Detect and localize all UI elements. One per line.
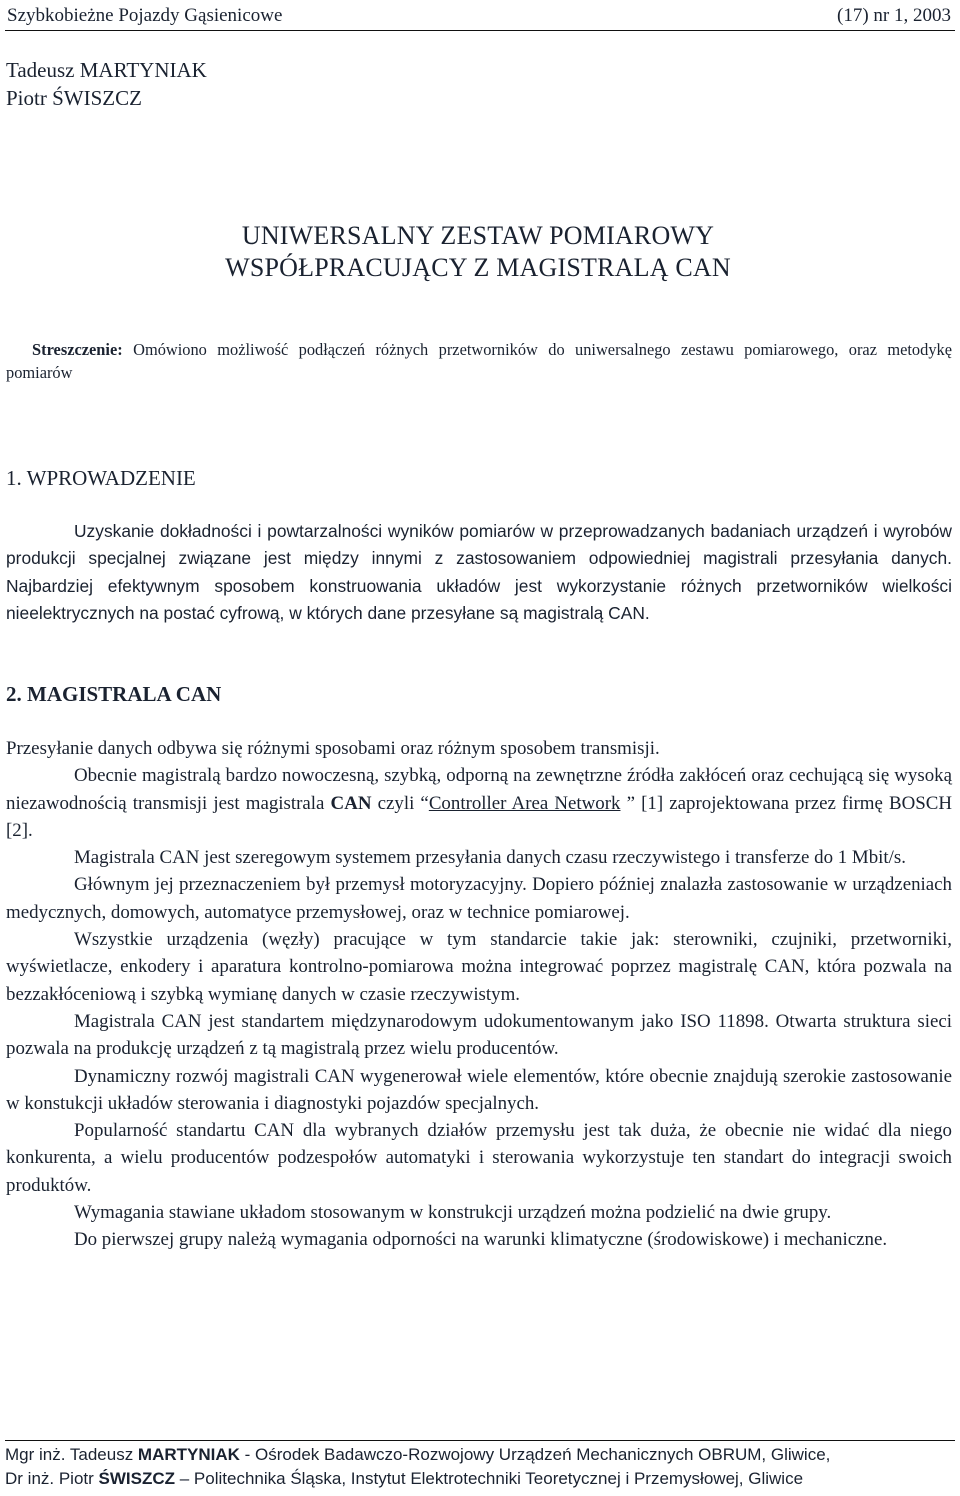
affiliation-2: Dr inż. Piotr ŚWISZCZ – Politechnika Śląska, Instytut Elektrotechniki Teoretycznej i Przemysłowej, Gliwice [5,1469,804,1488]
journal-name: Szybkobieżne Pojazdy Gąsienicowe [7,5,283,26]
paragraph-requirements: Wymagania stawiane układom stosowanym w konstrukcji urządzeń można podzielić na dwie grupy. [74,1202,832,1224]
author-1: Tadeusz MARTYNIAK [6,58,207,82]
controller-area-network-term: Controller Area Network [428,792,621,814]
paragraph-nodes: Wszystkie urządzenia (węzły) pracujące w tym standarcie takie jak: sterowniki, czujniki, przetworniki, wyświetlacze, enkodery i aparatura kontrolno-pomiarowa można integrować poprzez magistralę CAN, która pozwala na bezzakłóceniową i szybką wymianę danych w czasie rzeczywistym. [6,929,952,1005]
paragraph-intro: Przesyłanie danych odbywa się różnymi sposobami oraz różnym sposobem transmisji. [6,738,660,759]
affiliation-1: Mgr inż. Tadeusz MARTYNIAK - Ośrodek Badawczo-Rozwojowy Urządzeń Mechanicznych OBRUM, Gliwice, [5,1445,831,1464]
paragraph-first-group: Do pierwszej grupy należą wymagania odporności na warunki klimatyczne (środowiskowe) i mechaniczne. [74,1229,888,1251]
abstract [6,338,952,384]
running-header [5,2,955,31]
can-term: CAN [330,792,372,814]
paragraph-iso-standard: Magistrala CAN jest standartem międzynarodowym udokumentowanym jako ISO 11898. Otwarta struktura sieci pozwala na produkcję urządzeń z tą magistralą przez wielu producentów. [6,1010,952,1060]
section-1-paragraph: Uzyskanie dokładności i powtarzalności wyników pomiarów w przeprowadzanych badaniach urządzeń i wyrobów produkcji specjalnej związane jest między innymi z zastosowaniem odpowiedniej magistrali przesyłania danych. Najbardziej efektywnym sposobem konstruowania układów jest wykorzystanie różnych przetworników wielkości nieelektrycznych na postać cyfrową, w których dane przesyłane są magistralą CAN. [6,521,952,623]
author-block [6,56,207,112]
title-line-1: UNIWERSALNY ZESTAW POMIAROWY [241,221,715,250]
paragraph-automotive: Głównym jej przeznaczeniem był przemysł motoryzacyjny. Dopiero później znalazła zastosowanie w urządzeniach medycznych, domowych, automatyce przemysłowej, oraz w technice pomiarowej. [6,874,952,923]
author-2: Piotr ŚWISZCZ [6,86,142,110]
section-2-body [6,735,952,1254]
paragraph-development: Dynamiczny rozwój magistrali CAN wygenerował wiele elementów, które obecnie znajdują szerokie zastosowanie w konstukcji układów sterowania i diagnostyki pojazdów specjalnych. [6,1065,952,1114]
section-2-heading: 2. MAGISTRALA CAN [6,682,222,706]
paragraph-popularity: Popularność standartu CAN dla wybranych działów przemysłu jest tak duża, że obecnie nie widać dla niego konkurenta, a wielu producentów podzespołów automatyki i sterowania wykorzystuje ten standart do integracji swoich produktów. [6,1120,952,1196]
paragraph-serial-system: Magistrala CAN jest szeregowym systemem przesyłania danych czasu rzeczywistego i transferze do 1 Mbit/s. [74,847,906,869]
author-affiliations-footnote [5,1440,955,1491]
section-1-heading: 1. WPROWADZENIE [6,466,196,490]
paragraph-can-overview: Obecnie magistralą bardzo nowoczesną, szybką, odporną na zewnętrzne źródła zakłóceń oraz cechującą się wysoką niezawodnością transmisji jest magistrala CAN czyli “Controller Area Network ” [1] zaprojektowana przez firmę BOSCH [2]. [6,765,952,841]
abstract-label: Streszczenie: [32,340,123,359]
paper-title [0,220,956,284]
title-line-2: WSPÓŁPRACUJĄCY Z MAGISTRALĄ CAN [225,253,731,282]
abstract-text: Omówiono możliwość podłączeń różnych przetworników do uniwersalnego zestawu pomiarowego, oraz metodykę pomiarów [6,340,952,382]
issue-number: (17) nr 1, 2003 [837,5,951,26]
